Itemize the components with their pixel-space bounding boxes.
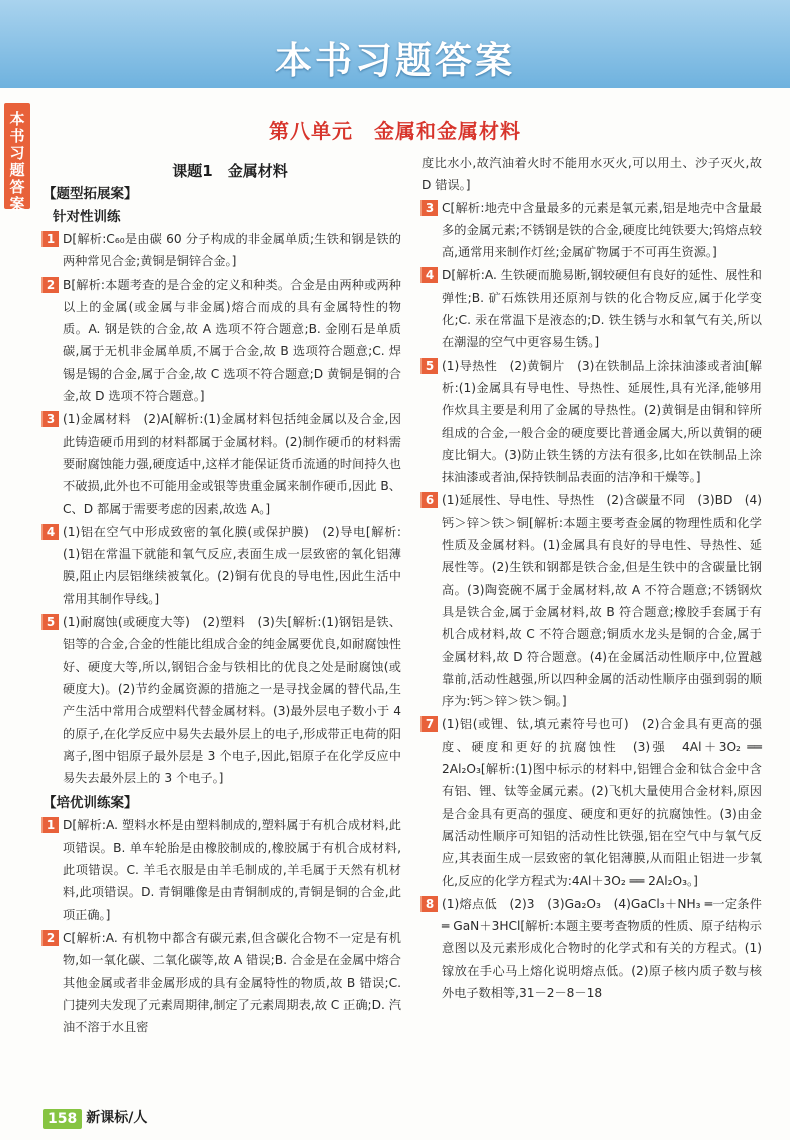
question-number-badge: 1 [43, 817, 59, 833]
answer-item [43, 274, 401, 408]
answer-text: (1)延展性、导电性、导热性 (2)含碳量不同 (3)BD (4)钙＞锌＞铁＞铜[解析:本题主要考查金属的物理性质和化学性质及金属材料。(1)金属具有良好的导电性、导热性、延展性等。(2)生铁和钢都是铁合金,但是生铁中的含碳量比钢高。(3)陶瓷碗不属于金属材料,故 A 不符合题意;不锈钢炊具是铁合金,属于金属材料,故 B 符合题意;橡胶手套属于有机合成材料,故 C 不符合题意;铜质水龙头是铜的合金,属于金属材料,故 D 符合题意。(4)在金属活动性顺序中,位置越靠前,活动性越强,所以四种金属的活动性顺序由强到弱的顺序为:钙＞锌＞铁＞铜。] [442, 493, 762, 709]
answer-item [43, 927, 401, 1038]
question-number-badge: 2 [43, 277, 59, 293]
answer-text: C[解析:A. 有机物中都含有碳元素,但含碳化合物不一定是有机物,如一氧化碳、二氧化碳等,故 A 错误;B. 合金是在金属中熔合其他金属或者非金属形成的具有金属特性的物质,故 B 错误;C. 门捷列夫发现了元素周期律,制定了元素周期表,故 C 正确;D. 汽油不溶于水且密 [63, 930, 401, 1035]
answer-item [422, 489, 762, 712]
answer-list-targeted [43, 228, 401, 789]
side-tab-text: 本 书 习 题 答 案 [9, 110, 25, 213]
answer-item [43, 611, 401, 789]
question-number-badge: 3 [43, 411, 59, 427]
answer-text: (1)熔点低 (2)3 (3)Ga₂O₃ (4)GaCl₃＋NH₃ ═一定条件═ GaN＋3HCl[解析:本题主要考查物质的性质、原子结构示意图以及元素形成化合物时的化学式和有关的方程式。(1)镓放在手心马上熔化说明熔点低。(2)原子核内质子数与核外电子数相等,31－2－8－18 [442, 896, 762, 1000]
page-number: 158 [43, 1109, 82, 1129]
answer-item [422, 893, 762, 1004]
question-number-badge: 4 [43, 524, 59, 540]
answer-text: (1)耐腐蚀(或硬度大等) (2)塑料 (3)失[解析:(1)钢铝是铁、铝等的合金,合金的性能比组成合金的纯金属要优良,如耐腐蚀性好、硬度大等,所以,钢铝合金与铁相比的优良之处是耐腐蚀(或硬度大)。(2)节约金属资源的措施之一是寻找金属的替代品,生产生活中常用合成塑料代替金属材料。(3)最外层电子数小于 4 的原子,在化学反应中易失去最外层上的电子,形成带正电荷的阳离子,图中铝原子最外层是 3 个电子,因此,铝原子在化学反应中易失去最外层上的 3 个电子。] [63, 615, 401, 786]
question-number-badge: 2 [43, 930, 59, 946]
continued-answer-text: 度比水小,故汽油着火时不能用水灭火,可以用土、沙子灭火,故 D 错误。] [422, 156, 762, 193]
section-heading-extension: 【题型拓展案】 [43, 186, 138, 202]
answer-text: (1)导热性 (2)黄铜片 (3)在铁制品上涂抹油漆或者油[解析:(1)金属具有导电性、导热性、延展性,具有光泽,能够用作炊具主要是利用了金属的导热性。(2)黄铜是由铜和锌所组成的合金,一般合金的硬度要比普通金属大,所以黄铜的硬度比铜大。(3)防止铁生锈的方法有很多,比如在铁制品上涂抹油漆或者油,保持铁制品表面的洁净和干燥等。] [442, 358, 762, 485]
answer-item [43, 521, 401, 610]
lesson-title: 课题1 金属材料 [172, 162, 288, 180]
answer-list-advanced-continued [422, 197, 762, 1005]
right-column [422, 152, 762, 1005]
answer-item [422, 713, 762, 891]
answer-item [43, 228, 401, 273]
question-number-badge: 6 [422, 492, 438, 508]
unit-title: 第八单元 金属和金属材料 [269, 119, 521, 143]
answer-text: D[解析:A. 生铁硬而脆易断,钢较硬但有良好的延性、展性和弹性;B. 矿石炼铁用还原剂与铁的化合物反应,属于化学变化;C. 汞在常温下是液态的;D. 铁生锈与水和氧气有关,所以在潮湿的空气中更容易生锈。] [442, 268, 762, 350]
question-number-badge: 5 [43, 614, 59, 630]
answer-text: D[解析:C₆₀是由碳 60 分子构成的非金属单质;生铁和钢是铁的两种常见合金;黄铜是铜锌合金。] [63, 232, 401, 269]
answer-item [422, 264, 762, 353]
answer-item [422, 355, 762, 489]
answer-text: (1)铝在空气中形成致密的氧化膜(或保护膜) (2)导电[解析:(1)铝在常温下就能和氧气反应,表面生成一层致密的氧化铝薄膜,阻止内层铝继续被氧化。(2)铜有优良的导电性,因此生活中常用其制作导线。] [63, 524, 401, 606]
answer-text: B[解析:本题考查的是合金的定义和种类。合金是由两种或两种以上的金属(或金属与非金属)熔合而成的具有金属特性的物质。A. 钢是铁的合金,故 A 选项不符合题意;B. 金刚石是单质碳,属于无机非金属单质,不属于合金,故 B 选项符合题意;C. 焊锡是锡的合金,属于合金,故 C 选项不符合题意;D 黄铜是铜的合金,故 D 选项不符合题意。] [63, 277, 401, 404]
edition-label: 新课标/人 [86, 1110, 148, 1126]
top-banner [0, 0, 790, 88]
answer-text: C[解析:地壳中含量最多的元素是氧元素,铝是地壳中含量最多的金属元素;不锈钢是铁的合金,硬度比纯铁要大;钨熔点较高,通常用来制作灯丝;金属矿物属于不可再生资源。] [442, 200, 762, 260]
subsection-heading-targeted: 针对性训练 [53, 209, 121, 225]
answer-list-advanced [43, 814, 401, 1038]
question-number-badge: 7 [422, 716, 438, 732]
question-number-badge: 4 [422, 267, 438, 283]
question-number-badge: 3 [422, 200, 438, 216]
answer-item [43, 814, 401, 925]
question-number-badge: 8 [422, 896, 438, 912]
question-number-badge: 5 [422, 358, 438, 374]
page-footer [43, 1108, 147, 1130]
answer-item [43, 408, 401, 519]
question-number-badge: 1 [43, 231, 59, 247]
left-column [43, 180, 401, 1039]
answer-text: D[解析:A. 塑料水杯是由塑料制成的,塑料属于有机合成材料,此项错误。B. 单车轮胎是由橡胶制成的,橡胶属于有机合成材料,此项错误。C. 羊毛衣服是由羊毛制成的,羊毛属于天然有机材料,此项错误。D. 青铜雕像是由青铜制成的,青铜是铜的合金,此项正确。] [63, 818, 401, 922]
section-heading-advanced: 【培优训练案】 [43, 795, 138, 812]
answer-text: (1)金属材料 (2)A[解析:(1)金属材料包括纯金属以及合金,因此铸造硬币用到的材料都属于金属材料。(2)制作硬币的材料需要耐腐蚀能力强,硬度适中,这样才能保证货币流通的时间持久也不破损,此外也不可能用金或银等贵重金属来制作硬币,因此 B、C、D 都属于需要考虑的因素,故选 A。] [63, 412, 401, 516]
answer-item [422, 197, 762, 264]
answer-text: (1)铝(或锂、钛,填元素符号也可) (2)合金具有更高的强度、硬度和更好的抗腐蚀性 (3)强 4Al＋3O₂ ══ 2Al₂O₃[解析:(1)图中标示的材料中,铝锂合金和钛合金中含有铝、锂、钛等金属元素。(2)飞机大量使用合金材料,原因是合金具有更高的强度、硬度和更好的抗腐蚀性。(3)由金属活动性顺序可知铝的活动性比铁强,铝在空气中与氧气反应,其表面生成一层致密的氧化铝薄膜,从而阻止铝进一步氧化,反应的化学方程式为:4Al＋3O₂ ══ 2Al₂O₃。] [442, 717, 762, 888]
banner-title: 本书习题答案 [275, 39, 515, 82]
